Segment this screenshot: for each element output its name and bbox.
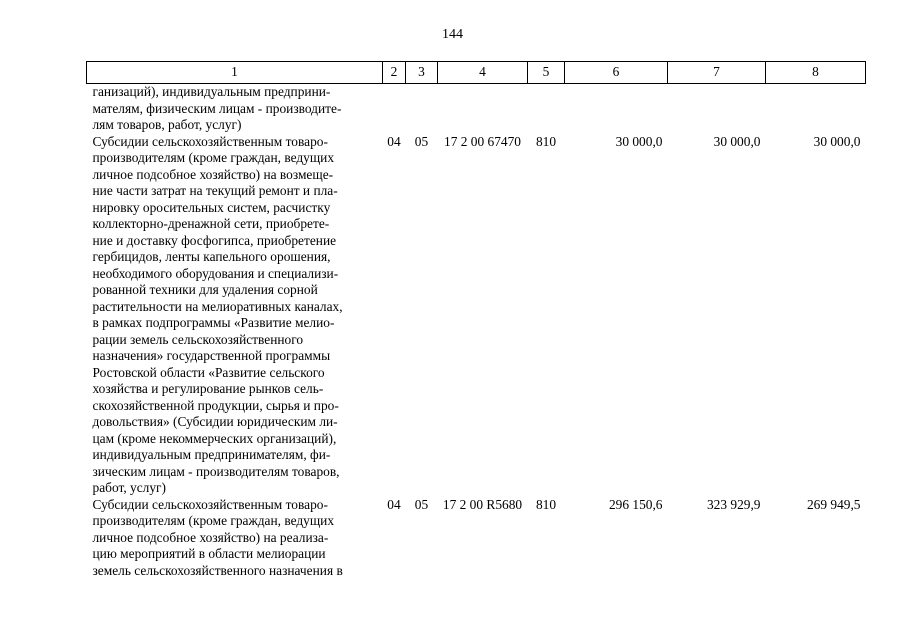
budget-table bbox=[86, 61, 866, 579]
description-line: лям товаров, работ, услуг) bbox=[92, 117, 242, 132]
row-sum-1: 30 000,0 bbox=[615, 133, 663, 149]
description-line: хозяйства и регулирование рынков сель- bbox=[92, 381, 324, 396]
header-col-5: 5 bbox=[528, 62, 565, 84]
table-row bbox=[87, 134, 866, 497]
row-rz: 04 bbox=[387, 133, 401, 149]
description-line: зическим лицам - производителям товаров, bbox=[92, 463, 340, 479]
header-col-6: 6 bbox=[565, 62, 668, 84]
description-line: работ, услуг) bbox=[92, 480, 166, 495]
row-description bbox=[87, 497, 383, 580]
description-line: растительности на мелиоративных каналах, bbox=[92, 298, 343, 314]
description-line: скохозяйственной продукции, сырья и про- bbox=[92, 397, 339, 413]
row-sum-2: 323 929,9 bbox=[706, 496, 761, 512]
row-sum-2: 30 000,0 bbox=[713, 133, 761, 149]
table-row bbox=[87, 497, 866, 580]
header-col-2: 2 bbox=[383, 62, 406, 84]
description-line: мателям, физическим лицам - производите- bbox=[92, 100, 342, 116]
row-sum-3 bbox=[766, 84, 866, 134]
row-pr: 05 bbox=[414, 496, 429, 512]
description-line: довольствия» (Субсидии юридическим ли- bbox=[92, 414, 338, 429]
description-line: Субсидии сельскохозяйственным товаро- bbox=[92, 496, 328, 512]
description-line: нировку оросительных систем, расчистку bbox=[92, 199, 331, 215]
row-sum-2 bbox=[668, 84, 766, 134]
header-col-8: 8 bbox=[766, 62, 866, 84]
table-row bbox=[87, 84, 866, 134]
row-vr bbox=[528, 84, 565, 134]
description-line: рации земель сельскохозяйственного bbox=[92, 331, 304, 347]
row-csr bbox=[438, 84, 528, 134]
description-line: индивидуальным предпринимателям, фи- bbox=[92, 447, 331, 462]
row-description bbox=[87, 134, 383, 497]
description-line: гербицидов, ленты капельного орошения, bbox=[92, 249, 331, 264]
description-line: ние части затрат на текущий ремонт и пла- bbox=[92, 183, 338, 198]
description-line: ганизаций), индивидуальным предприни- bbox=[92, 84, 331, 99]
description-line: назначения» государственной программы bbox=[92, 348, 331, 363]
row-rz: 04 bbox=[387, 496, 401, 512]
row-pr: 05 bbox=[414, 133, 429, 149]
row-csr: 17 2 00 67470 bbox=[444, 133, 521, 149]
description-line: необходимого оборудования и специализи- bbox=[92, 265, 339, 281]
row-description bbox=[87, 84, 383, 134]
description-line: в рамках подпрограммы «Развитие мелио- bbox=[92, 315, 335, 330]
row-csr: 17 2 00 R5680 bbox=[442, 496, 523, 512]
description-line: цию мероприятий в области мелиорации bbox=[92, 546, 326, 561]
row-vr: 810 bbox=[535, 133, 557, 149]
row-sum-3: 269 949,5 bbox=[806, 496, 861, 512]
header-col-1: 1 bbox=[87, 62, 383, 84]
row-sum-1: 296 150,6 bbox=[608, 496, 663, 512]
description-line: рованной техники для удаления сорной bbox=[92, 282, 318, 297]
row-rz bbox=[383, 84, 406, 134]
row-pr bbox=[406, 84, 438, 134]
row-vr: 810 bbox=[535, 496, 557, 512]
page-number: 144 bbox=[442, 27, 463, 42]
description-line: цам (кроме некоммерческих организаций), bbox=[92, 430, 337, 446]
description-line: Ростовской области «Развитие сельского bbox=[92, 364, 325, 380]
description-line: Субсидии сельскохозяйственным товаро- bbox=[92, 133, 328, 149]
description-line: производителям (кроме граждан, ведущих bbox=[92, 513, 335, 528]
header-col-3: 3 bbox=[406, 62, 438, 84]
header-col-4: 4 bbox=[438, 62, 528, 84]
header-col-7: 7 bbox=[668, 62, 766, 84]
description-line: личное подсобное хозяйство) на возмеще- bbox=[92, 166, 334, 182]
row-sum-1 bbox=[565, 84, 668, 134]
description-line: личное подсобное хозяйство) на реализа- bbox=[92, 529, 329, 545]
description-line: коллекторно-дренажной сети, приобрете- bbox=[92, 216, 330, 231]
table-header-row bbox=[87, 62, 866, 84]
description-line: земель сельскохозяйственного назначения в bbox=[92, 562, 343, 578]
description-line: ние и доставку фосфогипса, приобретение bbox=[92, 232, 337, 248]
row-sum-3: 30 000,0 bbox=[813, 133, 861, 149]
description-line: производителям (кроме граждан, ведущих bbox=[92, 150, 335, 165]
